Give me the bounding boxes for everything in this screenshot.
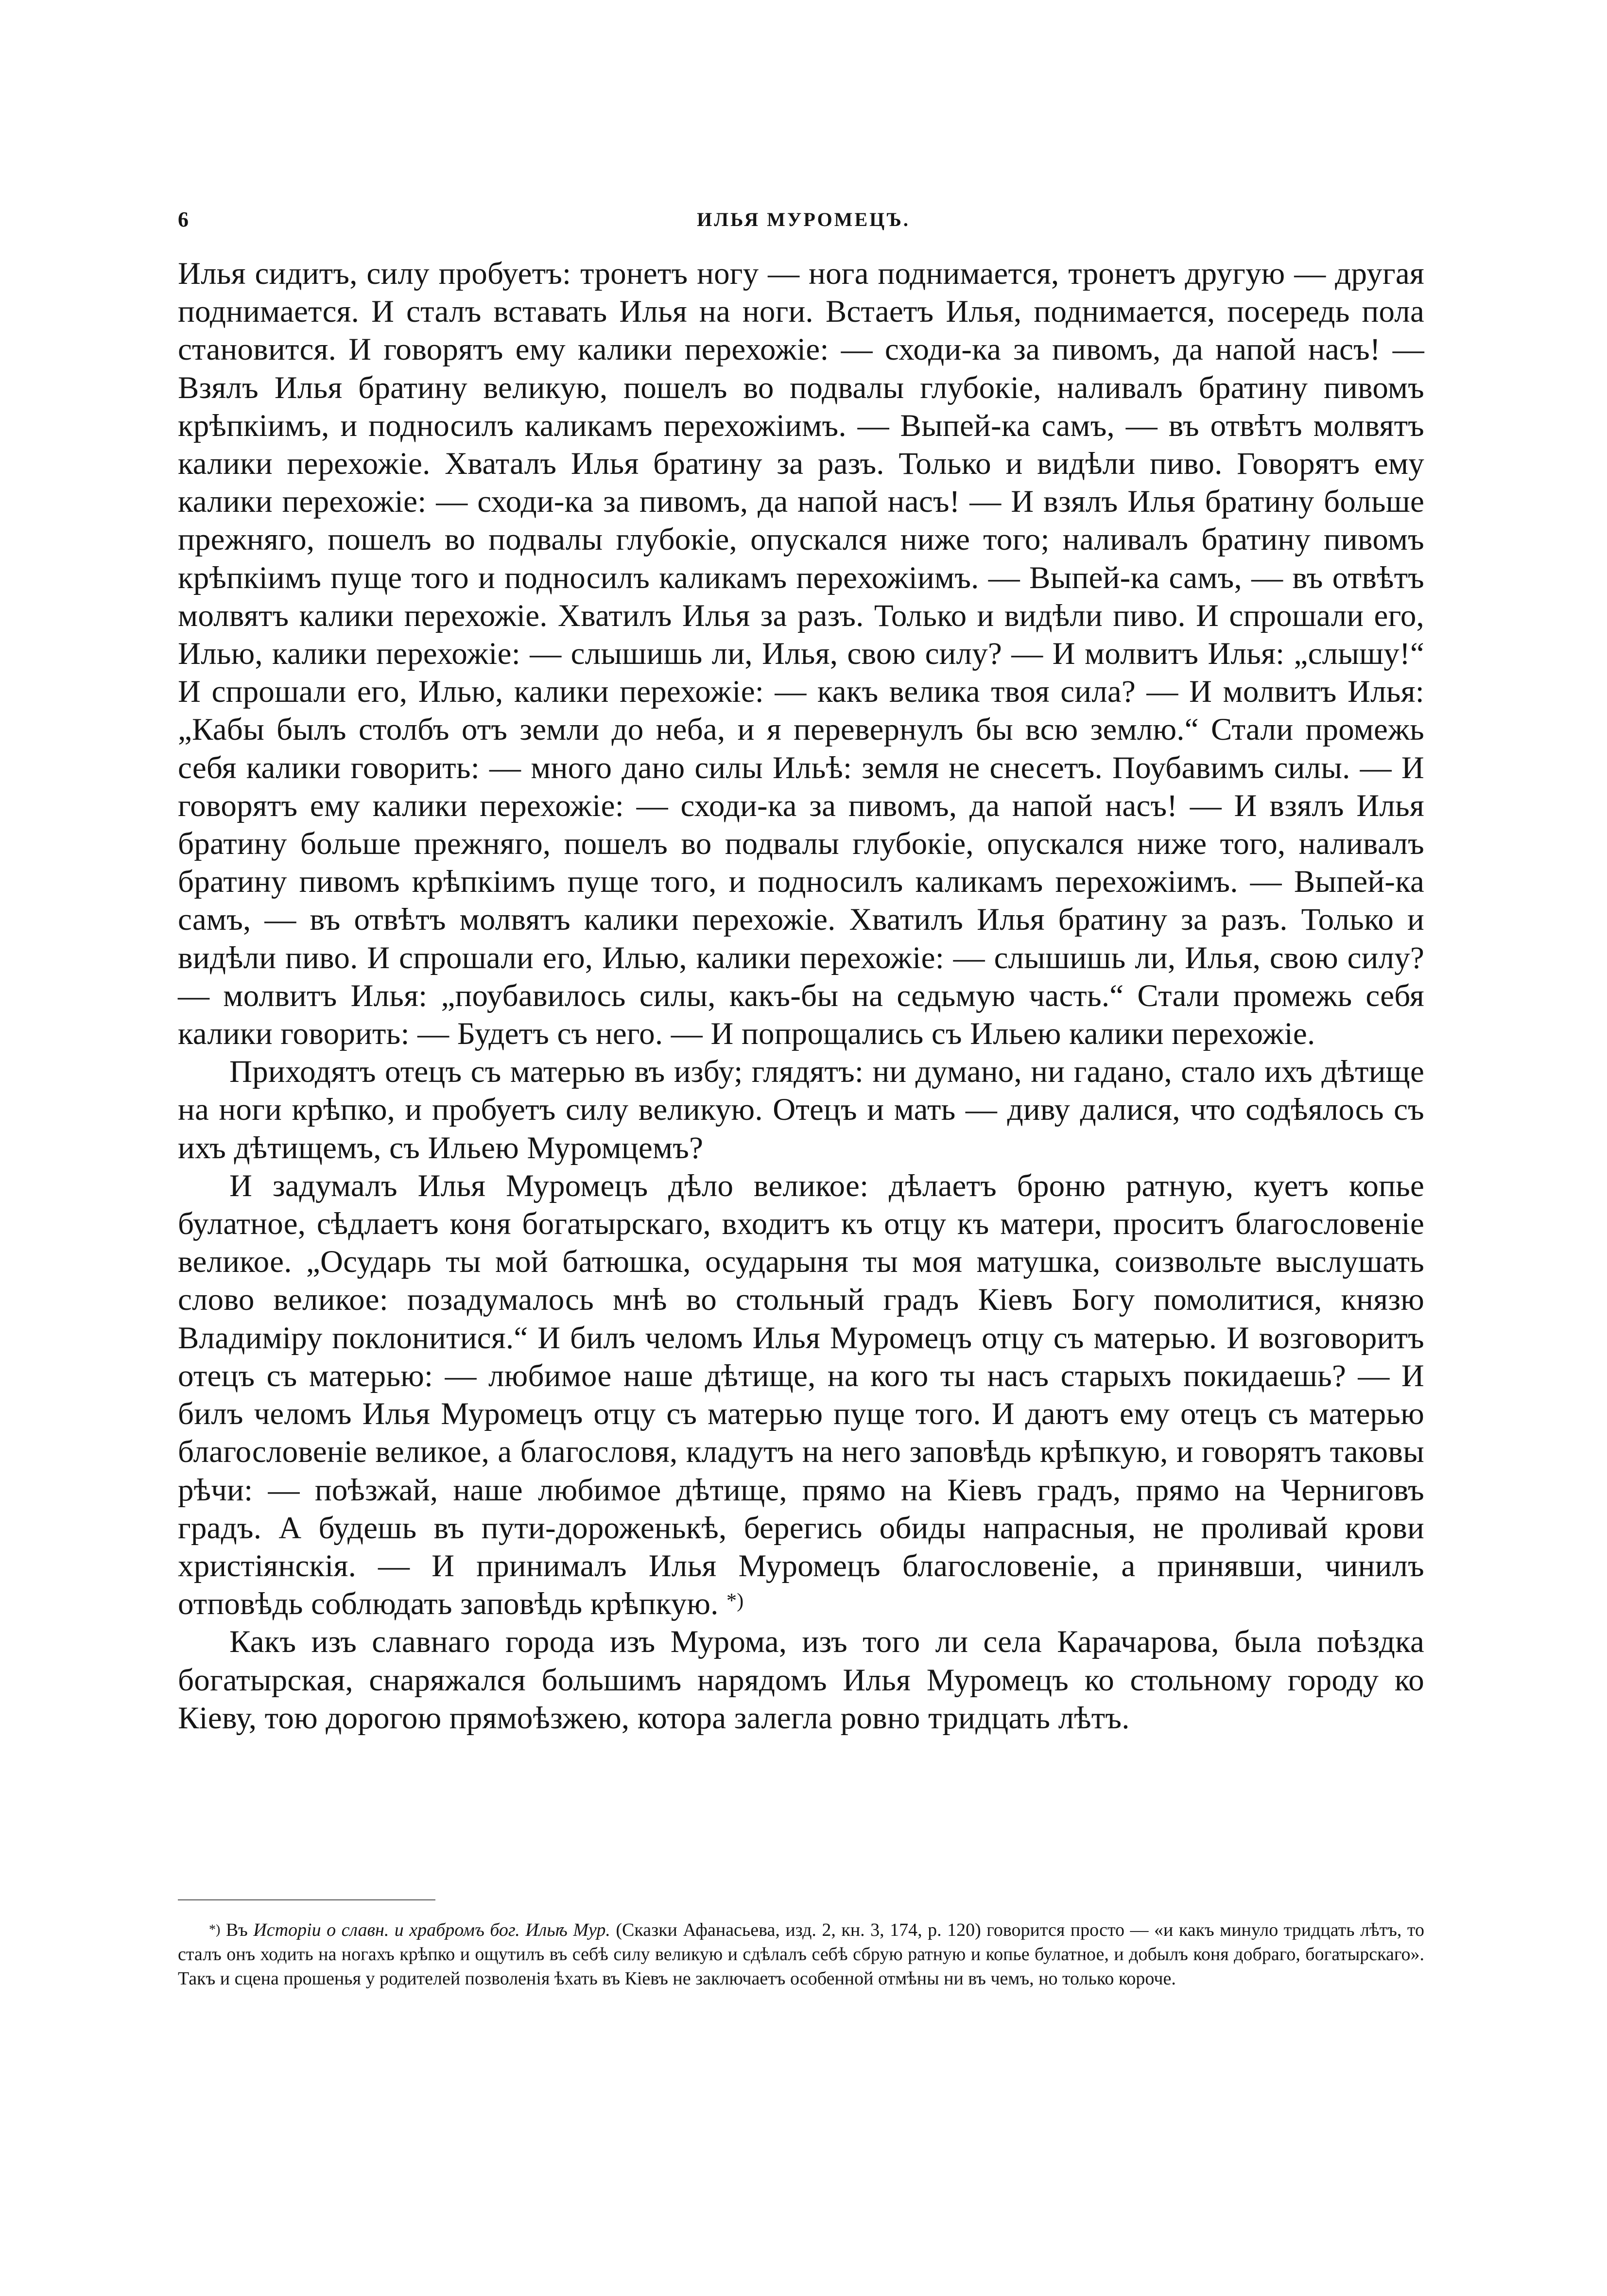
footnote-text: (Сказки Афанасьева, изд. 2, кн. 3, 174, р. 120) говорится просто — «и какъ минуло тридцать лѣтъ, то сталъ онъ ходить на ногахъ крѣпко и ощутилъ въ себѣ силу великую и сдѣлалъ себѣ сбрую ратную и копье булатное, и добылъ коня добраго, богатырскаго». Такъ и сцена прошенья у родителей позволенія ѣхать въ Кіевъ не заключаетъ особенной отмѣны ни въ чемъ, но только короче. [178,1920,1424,1989]
paragraph-2: Приходятъ отецъ съ матерью въ избу; глядятъ: ни думано, ни гадано, стало ихъ дѣтище на ноги крѣпко, и пробуетъ силу великую. Отецъ и мать — диву далися, что содѣялось съ ихъ дѣтищемъ, съ Ильею Муромцемъ? [178,1054,1424,1165]
paragraph-4: Какъ изъ славнаго города изъ Мурома, изъ того ли села Карачарова, была поѣздка богатырская, снаряжался большимъ нарядомъ Илья Муромецъ ко стольному городу ко Кіеву, тою дорогою прямоѣзжею, котора залегла ровно тридцать лѣтъ. [178,1624,1424,1736]
footnote-reference[interactable]: *) [726,1590,744,1613]
footnote-source-title: Исторіи о славн. и храбромъ бог. Ильѣ Мур. [253,1920,610,1940]
paragraph-3 [178,1167,1424,1623]
footnote [178,1918,1424,1991]
paragraph-3-text: И задумалъ Илья Муромецъ дѣло великое: дѣлаетъ броню ратную, куетъ копье булатное, сѣдлаетъ коня богатырскаго, входитъ къ отцу къ матери, проситъ благословеніе великое. „Осударь ты мой батюшка, осударыня ты моя матушка, соизвольте выслушать слово великое: позадумалось мнѣ во стольный градъ Кіевъ Богу помолитися, князю Владиміру поклонитися.“ И билъ челомъ Илья Муромецъ отцу съ матерью. И возговоритъ отецъ съ матерью: — любимое наше дѣтище, на кого ты насъ старыхъ покидаешь? — И билъ челомъ Илья Муромецъ отцу съ матерью пуще того. И даютъ ему отецъ съ матерью благословеніе великое, а благословя, кладутъ на него заповѣдь крѣпкую, и говорятъ таковы рѣчи: — поѣзжай, наше любимое дѣтище, прямо на Кіевъ градъ, прямо на Черниговъ градъ. А будешь въ пути-дороженькѣ, берегись обиды напрасныя, не проливай крови христіянскія. — И принималъ Илья Муромецъ благословеніе, а принявши, чинилъ отповѣдь соблюдать заповѣдь крѣпкую. [178,1168,1424,1622]
paragraph-1: Илья сидитъ, силу пробуетъ: тронетъ ногу — нога поднимается, тронетъ другую — другая поднимается. И сталъ вставать Илья на ноги. Встаетъ Илья, поднимается, посередь пола становится. И говорятъ ему калики перехожіе: — сходи-ка за пивомъ, да напой насъ! — Взялъ Илья братину великую, пошелъ во подвалы глубокіе, наливалъ братину пивомъ крѣпкіимъ, и подносилъ каликамъ перехожіимъ. — Выпей-ка самъ, — въ отвѣтъ молвятъ калики перехожіе. Хваталъ Илья братину за разъ. Только и видѣли пиво. Говорятъ ему калики перехожіе: — сходи-ка за пивомъ, да напой насъ! — И взялъ Илья братину больше прежняго, пошелъ во подвалы глубокіе, опускался ниже того; наливалъ братину пивомъ крѣпкіимъ пуще того и подносилъ каликамъ перехожіимъ. — Выпей-ка самъ, — въ отвѣтъ молвятъ калики перехожіе. Хватилъ Илья за разъ. Только и видѣли пиво. И спрошали его, Илью, калики перехожіе: — слышишь ли, Илья, свою силу? — И молвитъ Илья: „слышу!“ И спрошали его, Илью, калики перехожіе: — какъ велика твоя сила? — И молвитъ Илья: „Кабы былъ столбъ отъ земли до неба, и я перевернулъ бы всю землю.“ Стали промежь себя калики говорить: — много дано силы Ильѣ: земля не снесетъ. Поубавимъ силы. — И говорятъ ему калики перехожіе: — сходи-ка за пивомъ, да напой насъ! — И взялъ Илья братину больше прежняго, пошелъ во подвалы глубокіе, опускался ниже того, наливалъ братину пивомъ крѣпкіимъ пуще того, и подносилъ каликамъ перехожіимъ. — Выпей-ка самъ, — въ отвѣтъ молвятъ калики перехожіе. Хватилъ Илья братину за разъ. Только и видѣли пиво. И спрошали его, Илью, калики перехожіе: — слышишь ли, Илья, свою силу? — молвитъ Илья: „поубавилось силы, какъ-бы на седьмую часть.“ Стали промежь себя калики говорить: — Будетъ съ него. — И попрощались съ Ильею калики перехожіе. [178,256,1424,1052]
body-text [178,255,1424,1737]
footnote-lead: Въ [225,1920,248,1940]
page-number: 6 [178,208,189,231]
footnote-divider [178,1899,435,1900]
running-title: ИЛЬЯ МУРОМЕЦЪ. [697,209,910,230]
footnote-marker: *) [209,1922,221,1937]
